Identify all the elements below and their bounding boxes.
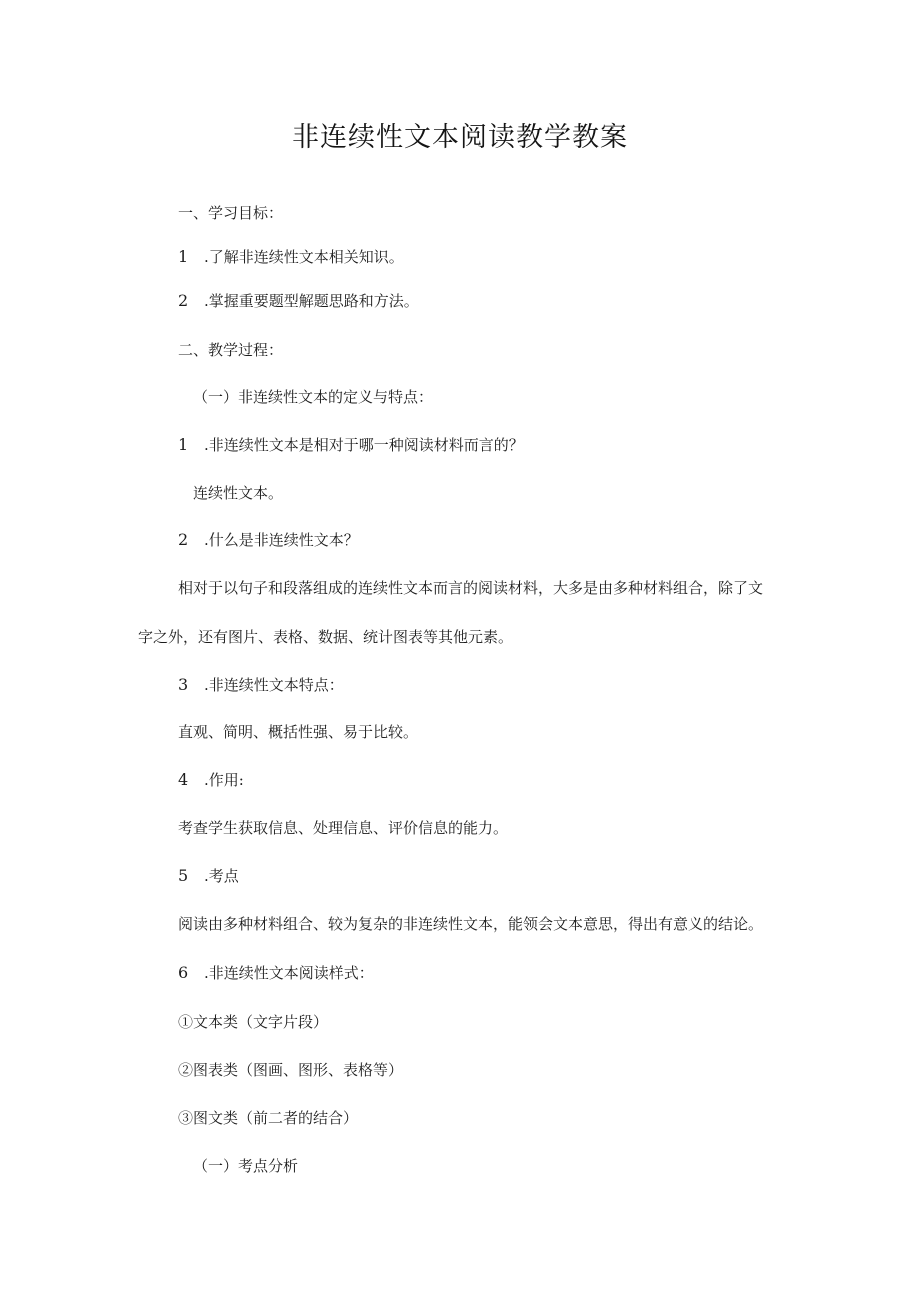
style-item-text: [178, 1010, 328, 1034]
line-text: 直观、简明、概括性强、易于比较。: [178, 723, 419, 741]
answer-text-3: [178, 720, 418, 744]
objective-item-1: [178, 245, 404, 269]
answer-text-5: [178, 912, 763, 936]
line-text: .什么是非连续性文本？: [204, 531, 359, 549]
section-heading-process: [178, 338, 283, 362]
question-item-4: [178, 768, 244, 792]
line-text: （一）考点分析: [193, 1157, 299, 1175]
line-text: .非连续性文本是相对于哪一种阅读材料而言的？: [204, 436, 524, 454]
line-text: ①文本类（文字片段）: [178, 1013, 329, 1031]
item-number: 2: [178, 530, 189, 549]
paragraph-line-2: [138, 625, 513, 649]
objective-item-2: [178, 289, 419, 313]
item-number: 1: [178, 435, 189, 454]
subsection-heading-analysis: [193, 1154, 298, 1178]
line-text: 一、学习目标：: [178, 204, 284, 222]
line-text: 相对于以句子和段落组成的连续性文本而言的阅读材料，大多是由多种材料组合，除了文: [178, 579, 764, 597]
subsection-heading-definition: [193, 385, 433, 409]
question-item-6: [178, 961, 374, 985]
style-item-chart: [178, 1058, 403, 1082]
line-text: （一）非连续性文本的定义与特点：: [193, 388, 434, 406]
line-text: 阅读由多种材料组合、较为复杂的非连续性文本，能领会文本意思，得出有意义的结论。: [178, 915, 764, 933]
item-number: 1: [178, 247, 189, 266]
line-text: .非连续性文本阅读样式：: [204, 964, 374, 982]
line-text: 连续性文本。: [193, 484, 284, 502]
line-text: 二、教学过程：: [178, 341, 284, 359]
line-text: .了解非连续性文本相关知识。: [204, 248, 404, 266]
answer-text-4: [178, 816, 508, 840]
line-text: ②图表类（图画、图形、表格等）: [178, 1061, 404, 1079]
item-number: 6: [178, 963, 189, 982]
item-number: 5: [178, 866, 189, 885]
document-title: 非连续性文本阅读教学教案: [292, 122, 628, 153]
line-text: .考点: [204, 867, 239, 885]
line-text: ③图文类（前二者的结合）: [178, 1109, 359, 1127]
line-text: .作用:: [204, 771, 244, 789]
question-item-1: [178, 433, 524, 457]
item-number: 4: [178, 770, 189, 789]
question-item-3: [178, 673, 344, 697]
question-item-5: [178, 864, 239, 888]
line-text: .非连续性文本特点：: [204, 676, 344, 694]
line-text: 字之外，还有图片、表格、数据、统计图表等其他元素。: [138, 628, 514, 646]
answer-text-1: [193, 481, 283, 505]
item-number: 2: [178, 291, 189, 310]
paragraph-line-1: [178, 576, 763, 600]
line-text: .掌握重要题型解题思路和方法。: [204, 292, 419, 310]
line-text: 考查学生获取信息、处理信息、评价信息的能力。: [178, 819, 509, 837]
style-item-mixed: [178, 1106, 358, 1130]
section-heading-objectives: [178, 201, 283, 225]
question-item-2: [178, 528, 359, 552]
item-number: 3: [178, 675, 189, 694]
